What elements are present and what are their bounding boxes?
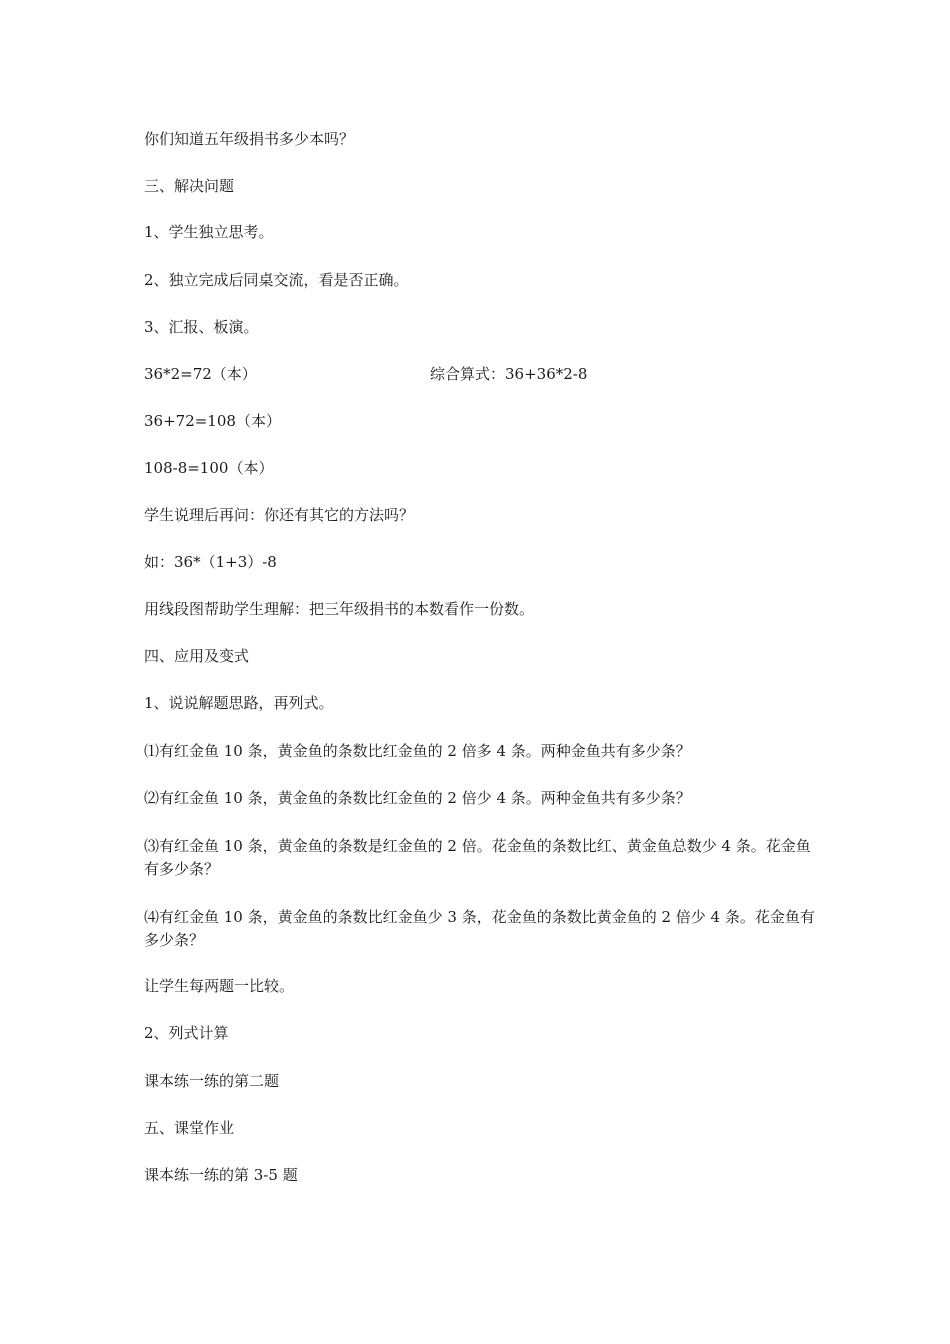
problem-4: ⑷有红金鱼 10 条，黄金鱼的条数比红金鱼少 3 条，花金鱼的条数比黄金鱼的 2 倍少 4 条。花金鱼有多少条？ xyxy=(144,908,815,949)
apply-step-2: 2、列式计算 xyxy=(144,1024,229,1042)
step-1: 1、学生独立思考。 xyxy=(144,223,274,241)
textbook-exercise-3-5: 课本练一练的第 3-5 题 xyxy=(144,1166,298,1184)
equation-row-1 xyxy=(144,364,257,384)
step-2: 2、独立完成后同桌交流，看是否正确。 xyxy=(144,271,409,289)
problem-2: ⑵有红金鱼 10 条，黄金鱼的条数比红金鱼的 2 倍少 4 条。两种金鱼共有多少条？ xyxy=(144,789,691,807)
equation-2: 36+72=108（本） xyxy=(144,412,281,430)
section-heading-apply: 四、应用及变式 xyxy=(144,647,250,665)
line-diagram-note: 用线段图帮助学生理解：把三年级捐书的本数看作一份数。 xyxy=(144,600,535,618)
section-heading-homework: 五、课堂作业 xyxy=(144,1119,235,1137)
problem-3: ⑶有红金鱼 10 条，黄金鱼的条数是红金鱼的 2 倍。花金鱼的条数比红、黄金鱼总数少 4 条。花金鱼有多少条？ xyxy=(144,837,811,878)
problem-1: ⑴有红金鱼 10 条，黄金鱼的条数比红金鱼的 2 倍多 4 条。两种金鱼共有多少条？ xyxy=(144,742,691,760)
apply-step-1: 1、说说解题思路，再列式。 xyxy=(144,694,334,712)
combined-formula: 综合算式：36+36*2-8 xyxy=(430,365,588,383)
textbook-exercise-2: 课本练一练的第二题 xyxy=(144,1072,280,1090)
equation-1: 36*2=72（本） xyxy=(144,365,257,383)
follow-up-question: 学生说理后再问：你还有其它的方法吗？ xyxy=(144,506,415,524)
section-heading-solve: 三、解决问题 xyxy=(144,177,235,195)
alternative-method: 如：36*（1+3）-8 xyxy=(144,553,277,571)
equation-3: 108-8=100（本） xyxy=(144,459,274,477)
step-3: 3、汇报、板演。 xyxy=(144,318,259,336)
question-line: 你们知道五年级捐书多少本吗？ xyxy=(144,130,355,148)
compare-note: 让学生每两题一比较。 xyxy=(144,977,295,995)
